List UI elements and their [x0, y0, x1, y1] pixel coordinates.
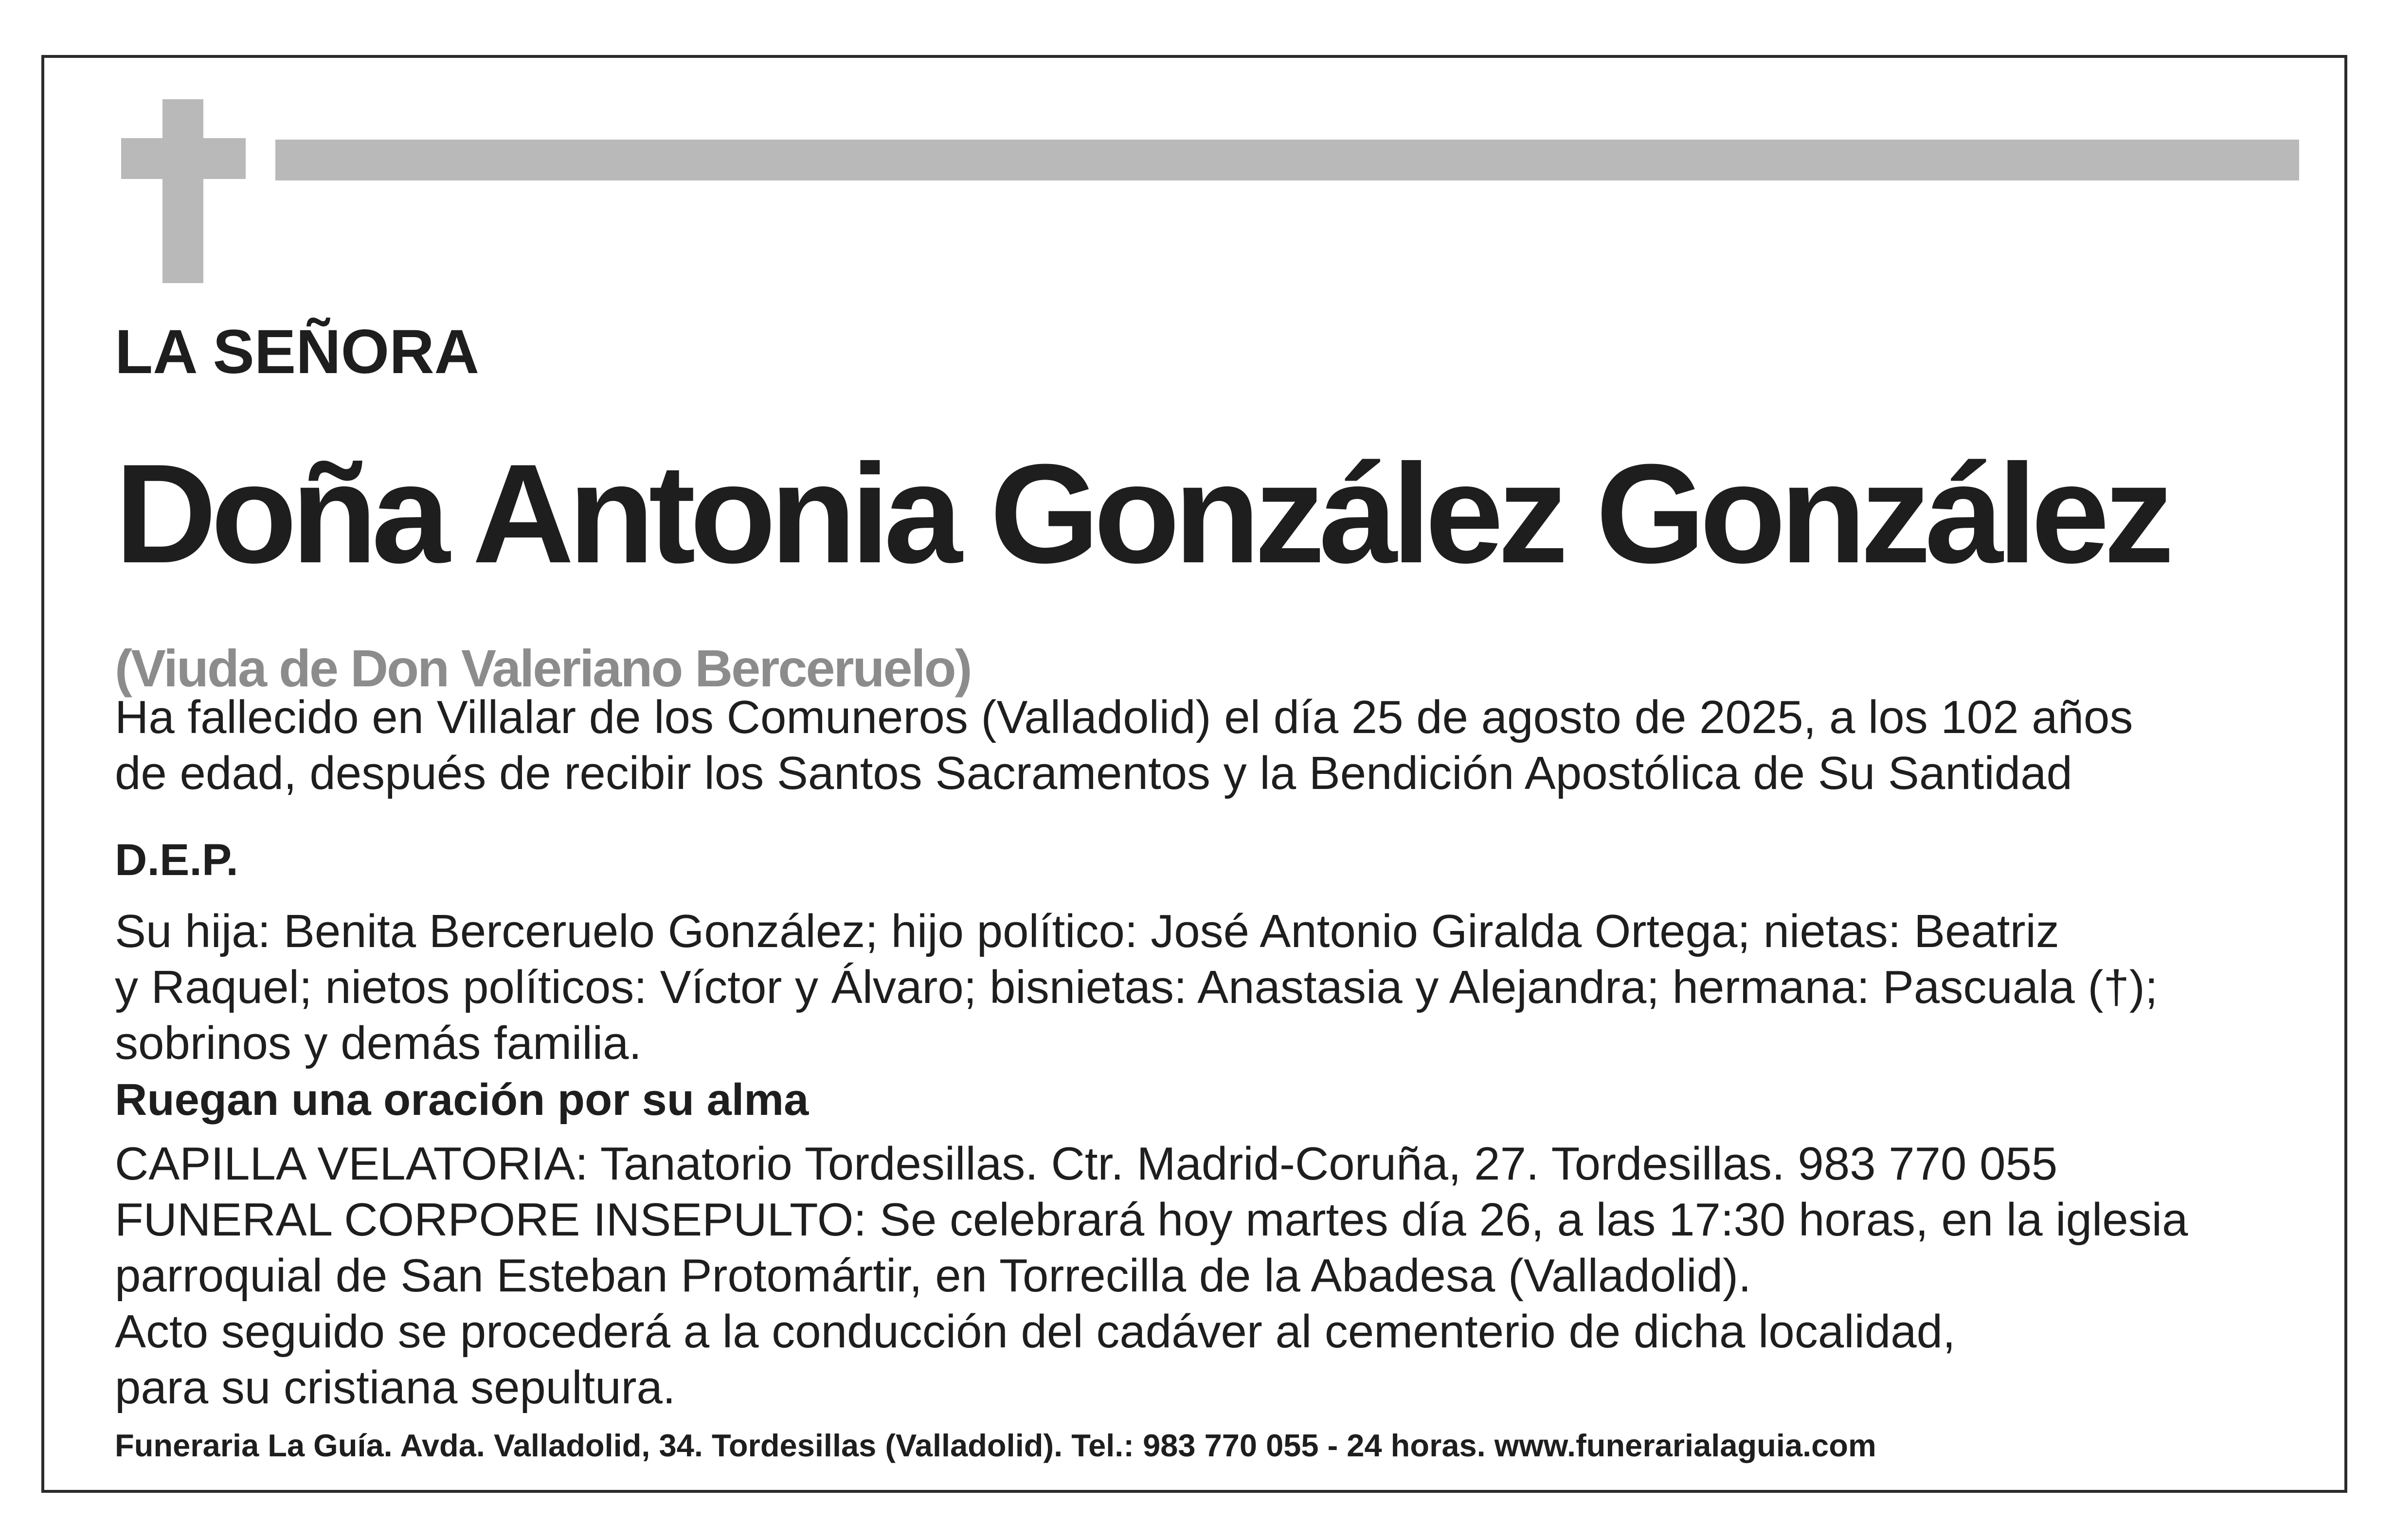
family-line: sobrinos y demás familia. [115, 1017, 642, 1069]
header-rule [275, 140, 2299, 180]
detail-line: parroquial de San Esteban Protomártir, en Torrecilla de la Abadesa (Valladolid). [115, 1250, 1751, 1302]
family-line: y Raquel; nietos políticos: Víctor y Álvaro; bisnietas: Anastasia y Alejandra; hermana: Pascuala (†); [115, 961, 2158, 1013]
death-line: de edad, después de recibir los Santos Sacramentos y la Bendición Apostólica de Su Santidad [115, 747, 2072, 799]
widow-of: (Viuda de Don Valeriano Berceruelo) [115, 639, 971, 698]
detail-line: FUNERAL CORPORE INSEPULTO: Se celebrará hoy martes día 26, a las 17:30 horas, en la iglesia [115, 1194, 2188, 1246]
deceased-name: Doña Antonia González González [115, 435, 2169, 592]
notice-title: LA SEÑORA [115, 317, 480, 387]
dep-label: D.E.P. [115, 835, 238, 885]
detail-line: Acto seguido se procederá a la conducción del cadáver al cementerio de dicha localidad, [115, 1306, 1956, 1358]
funeral-home-footer: Funeraria La Guía. Avda. Valladolid, 34. Tordesillas (Valladolid). Tel.: 983 770 055 - 24 horas. www.funerarialaguia.com [115, 1428, 1876, 1463]
family-line: Su hija: Benita Berceruelo González; hijo político: José Antonio Giralda Ortega; nietas: Beatriz [115, 905, 2059, 957]
detail-line: para su cristiana sepultura. [115, 1361, 676, 1414]
cross-vertical-bar [162, 99, 203, 283]
cross-horizontal-bar [121, 138, 246, 179]
prayer-request: Ruegan una oración por su alma [115, 1075, 809, 1125]
obituary-frame [41, 55, 2347, 1493]
death-announcement [115, 689, 2133, 801]
family-list [115, 903, 2158, 1071]
detail-line: CAPILLA VELATORIA: Tanatorio Tordesillas. Ctr. Madrid-Coruña, 27. Tordesillas. 983 770 055 [115, 1138, 2058, 1190]
service-details [115, 1136, 2188, 1415]
death-line: Ha fallecido en Villalar de los Comuneros (Valladolid) el día 25 de agosto de 2025, a los 102 años [115, 691, 2133, 743]
